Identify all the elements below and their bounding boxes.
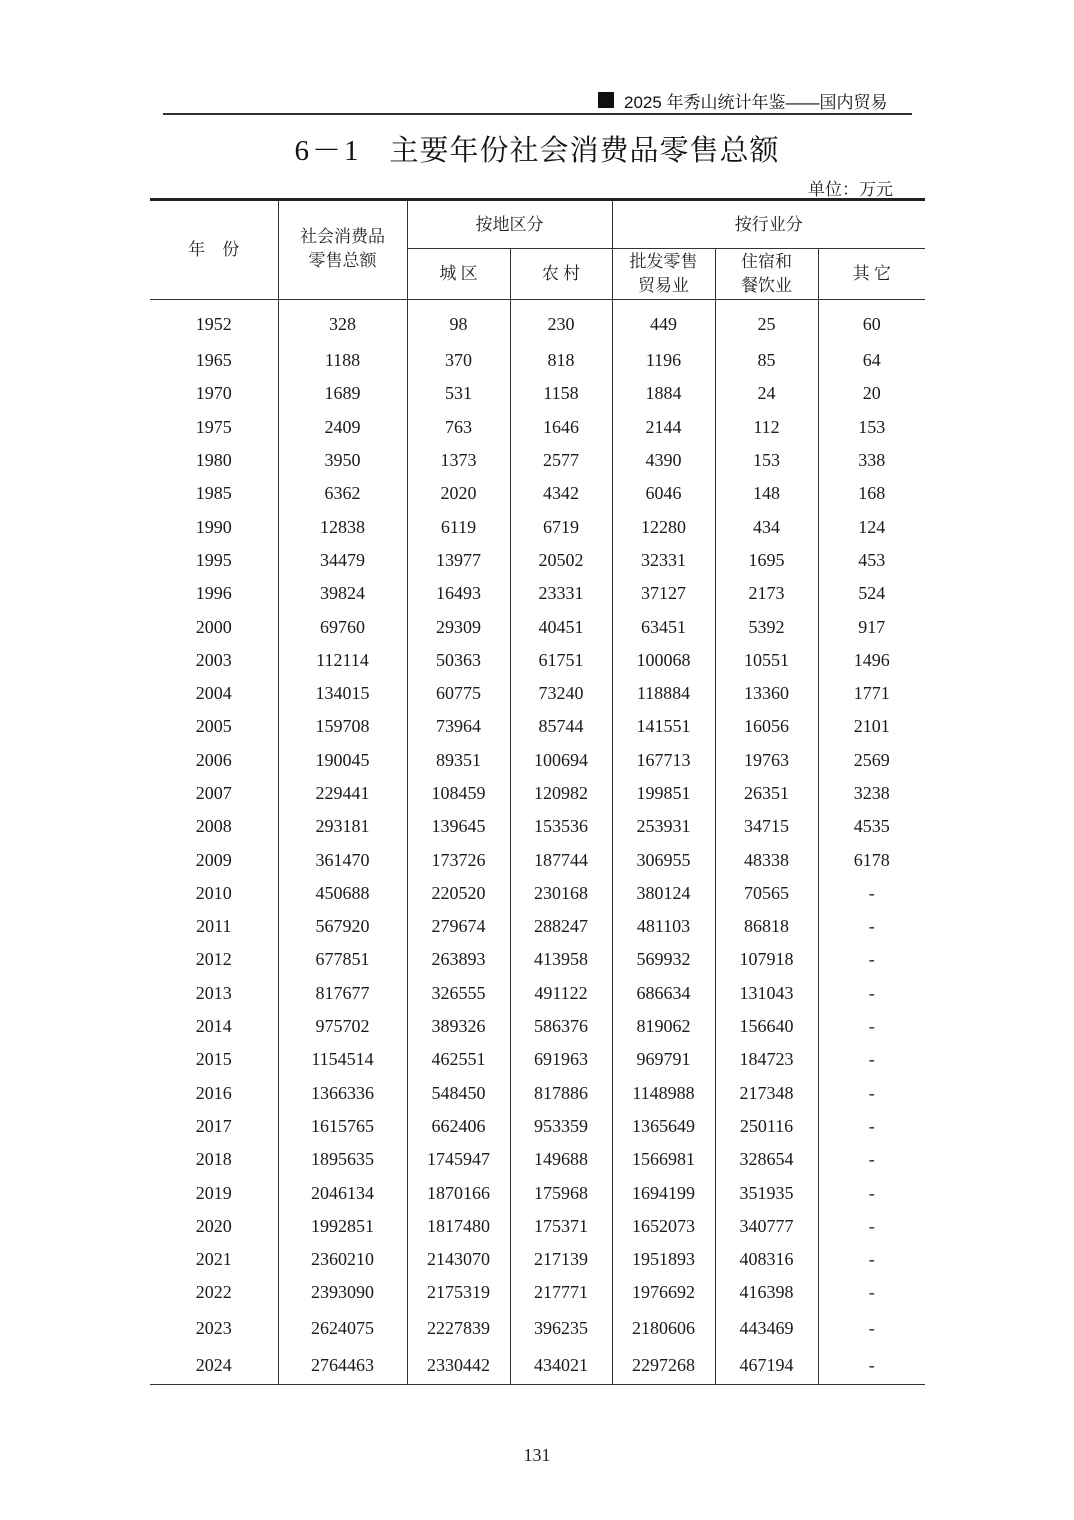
cell-wholesale-retail: 6046: [612, 477, 715, 510]
cell-total: 1895635: [278, 1143, 407, 1176]
table-row: [150, 910, 925, 943]
table-row: [150, 843, 925, 876]
cell-wholesale-retail: 1652073: [612, 1210, 715, 1243]
cell-year: 2012: [195, 949, 232, 970]
header-year: 年 份: [150, 200, 278, 300]
table-row: [150, 977, 925, 1010]
cell-rural: 818: [510, 344, 612, 377]
cell-accommodation-catering: 1695: [715, 544, 818, 577]
cell-accommodation-catering: 328654: [715, 1143, 818, 1176]
cell-other: -: [818, 1243, 925, 1276]
cell-accommodation-catering: 86818: [715, 910, 818, 943]
cell-year: 2005: [195, 716, 232, 737]
cell-total: 567920: [278, 910, 407, 943]
cell-wholesale-retail: 100068: [612, 644, 715, 677]
cell-urban: 531: [407, 377, 510, 410]
cell-total: 2409: [278, 411, 407, 444]
cell-rural: 1646: [510, 411, 612, 444]
cell-year: 2021: [195, 1249, 232, 1270]
cell-total: 450688: [278, 877, 407, 910]
cell-wholesale-retail: 1148988: [612, 1077, 715, 1110]
cell-total: 1615765: [278, 1110, 407, 1143]
header-total-line1: 社会消费品: [300, 227, 385, 246]
cell-rural: 73240: [510, 677, 612, 710]
cell-rural: 217771: [510, 1276, 612, 1309]
cell-urban: 370: [407, 344, 510, 377]
cell-year: 1985: [195, 483, 232, 504]
cell-year: 1952: [195, 314, 232, 334]
cell-wholesale-retail: 1365649: [612, 1110, 715, 1143]
cell-other: -: [818, 1110, 925, 1143]
table-row: [150, 1077, 925, 1110]
cell-total: 1689: [278, 377, 407, 410]
cell-other: -: [818, 1010, 925, 1043]
cell-accommodation-catering: 34715: [715, 810, 818, 843]
cell-wholesale-retail: 969791: [612, 1043, 715, 1076]
header-catering: [715, 249, 818, 300]
cell-year: 2019: [195, 1182, 232, 1203]
cell-year: 2017: [195, 1115, 232, 1136]
cell-urban: 89351: [407, 744, 510, 777]
cell-other: 2569: [818, 744, 925, 777]
cell-urban: 462551: [407, 1043, 510, 1076]
header-wholesale-line2: 贸易业: [638, 276, 689, 295]
cell-urban: 2020: [407, 477, 510, 510]
cell-rural: 23331: [510, 577, 612, 610]
table-row: [150, 1110, 925, 1143]
table-row: [150, 1043, 925, 1076]
cell-year: 2007: [195, 783, 232, 803]
cell-accommodation-catering: 408316: [715, 1243, 818, 1276]
cell-year: 2010: [195, 882, 232, 903]
cell-rural: 187744: [510, 843, 612, 876]
cell-rural: 1158: [510, 377, 612, 410]
cell-year: 2022: [195, 1282, 232, 1303]
cell-wholesale-retail: 449: [612, 300, 715, 345]
cell-accommodation-catering: 48338: [715, 843, 818, 876]
cell-other: 64: [818, 344, 925, 377]
cell-rural: 120982: [510, 777, 612, 810]
cell-accommodation-catering: 340777: [715, 1210, 818, 1243]
unit-label: 单位：万元: [808, 180, 893, 199]
cell-other: 1496: [818, 644, 925, 677]
cell-urban: 220520: [407, 877, 510, 910]
cell-total: 293181: [278, 810, 407, 843]
cell-total: 1992851: [278, 1210, 407, 1243]
table-row: [150, 1143, 925, 1176]
table-row: [150, 1310, 925, 1347]
cell-year: 1975: [195, 416, 232, 437]
table-row: [150, 877, 925, 910]
cell-urban: 73964: [407, 710, 510, 743]
cell-rural: 288247: [510, 910, 612, 943]
cell-wholesale-retail: 481103: [612, 910, 715, 943]
cell-total: 817677: [278, 977, 407, 1010]
cell-total: 3950: [278, 444, 407, 477]
cell-urban: 1817480: [407, 1210, 510, 1243]
cell-wholesale-retail: 2180606: [612, 1310, 715, 1347]
cell-other: 1771: [818, 677, 925, 710]
header-catering-line1: 住宿和: [741, 252, 792, 271]
table-row: [150, 644, 925, 677]
running-header: [598, 88, 888, 112]
header-other: 其 它: [818, 249, 925, 300]
cell-other: -: [818, 1043, 925, 1076]
cell-other: 60: [818, 300, 925, 345]
cell-total: 112114: [278, 644, 407, 677]
cell-total: 34479: [278, 544, 407, 577]
header-total-line2: 零售总额: [308, 251, 377, 270]
cell-other: 453: [818, 544, 925, 577]
cell-other: 3238: [818, 777, 925, 810]
cell-rural: 691963: [510, 1043, 612, 1076]
cell-rural: 396235: [510, 1310, 612, 1347]
cell-urban: 29309: [407, 610, 510, 643]
cell-wholesale-retail: 306955: [612, 843, 715, 876]
cell-wholesale-retail: 1976692: [612, 1276, 715, 1309]
cell-rural: 230: [510, 300, 612, 345]
cell-rural: 153536: [510, 810, 612, 843]
table-row: [150, 1210, 925, 1243]
cell-rural: 175968: [510, 1176, 612, 1209]
cell-urban: 13977: [407, 544, 510, 577]
header-wholesale-line1: 批发零售: [629, 252, 698, 271]
cell-wholesale-retail: 1566981: [612, 1143, 715, 1176]
cell-wholesale-retail: 1694199: [612, 1176, 715, 1209]
cell-total: 361470: [278, 843, 407, 876]
cell-year: 2024: [150, 1347, 278, 1385]
cell-other: -: [818, 1176, 925, 1209]
cell-urban: 263893: [407, 943, 510, 976]
cell-rural: 434021: [510, 1347, 612, 1385]
cell-accommodation-catering: 25: [715, 300, 818, 345]
cell-rural: 149688: [510, 1143, 612, 1176]
cell-urban: 1373: [407, 444, 510, 477]
cell-total: 12838: [278, 510, 407, 543]
cell-accommodation-catering: 70565: [715, 877, 818, 910]
cell-wholesale-retail: 1951893: [612, 1243, 715, 1276]
cell-accommodation-catering: 148: [715, 477, 818, 510]
table-row: [150, 1276, 925, 1309]
cell-accommodation-catering: 26351: [715, 777, 818, 810]
cell-wholesale-retail: 819062: [612, 1010, 715, 1043]
cell-total: 2764463: [278, 1347, 407, 1385]
cell-urban: 763: [407, 411, 510, 444]
cell-other: 917: [818, 610, 925, 643]
retail-sales-table: [150, 198, 925, 1385]
cell-year: 2006: [195, 749, 232, 770]
cell-total: 159708: [278, 710, 407, 743]
table-row: [150, 510, 925, 543]
cell-year: 2020: [195, 1215, 232, 1236]
cell-urban: 2227839: [407, 1310, 510, 1347]
cell-wholesale-retail: 569932: [612, 943, 715, 976]
cell-other: -: [818, 877, 925, 910]
cell-urban: 1870166: [407, 1176, 510, 1209]
cell-rural: 6719: [510, 510, 612, 543]
cell-year: 1965: [195, 350, 232, 371]
table-row: [150, 300, 925, 345]
cell-year: 1970: [195, 383, 232, 404]
table-row: [150, 577, 925, 610]
cell-wholesale-retail: 167713: [612, 744, 715, 777]
cell-other: -: [818, 1077, 925, 1110]
cell-other: 20: [818, 377, 925, 410]
page-number: 131: [523, 1445, 551, 1465]
cell-wholesale-retail: 2144: [612, 411, 715, 444]
cell-total: 328: [278, 300, 407, 345]
cell-rural: 817886: [510, 1077, 612, 1110]
cell-wholesale-retail: 1884: [612, 377, 715, 410]
table-row: [150, 1176, 925, 1209]
cell-year: 2014: [195, 1016, 232, 1037]
cell-accommodation-catering: 434: [715, 510, 818, 543]
header-catering-line2: 餐饮业: [741, 276, 792, 295]
cell-wholesale-retail: 4390: [612, 444, 715, 477]
header-by-industry: 按行业分: [612, 200, 925, 249]
cell-other: 4535: [818, 810, 925, 843]
cell-urban: 173726: [407, 843, 510, 876]
table-row: [150, 810, 925, 843]
cell-rural: 61751: [510, 644, 612, 677]
cell-accommodation-catering: 217348: [715, 1077, 818, 1110]
cell-urban: 16493: [407, 577, 510, 610]
table-row: [150, 710, 925, 743]
cell-rural: 4342: [510, 477, 612, 510]
cell-year: 2004: [195, 683, 232, 704]
cell-accommodation-catering: 13360: [715, 677, 818, 710]
cell-urban: 108459: [407, 777, 510, 810]
cell-wholesale-retail: 380124: [612, 877, 715, 910]
table-row: [150, 1010, 925, 1043]
cell-year: 1990: [195, 516, 232, 537]
cell-accommodation-catering: 16056: [715, 710, 818, 743]
cell-other: -: [818, 1143, 925, 1176]
table-row: [150, 477, 925, 510]
header-rule: [163, 113, 912, 115]
cell-accommodation-catering: 156640: [715, 1010, 818, 1043]
cell-rural: 230168: [510, 877, 612, 910]
cell-rural: 20502: [510, 544, 612, 577]
cell-wholesale-retail: 199851: [612, 777, 715, 810]
cell-other: -: [818, 943, 925, 976]
cell-total: 1366336: [278, 1077, 407, 1110]
header-total: [278, 200, 407, 300]
cell-wholesale-retail: 686634: [612, 977, 715, 1010]
cell-year: 1980: [195, 450, 232, 471]
cell-other: 6178: [818, 843, 925, 876]
cell-year: 2003: [195, 649, 232, 670]
cell-accommodation-catering: 2173: [715, 577, 818, 610]
cell-accommodation-catering: 85: [715, 344, 818, 377]
cell-total: 1154514: [278, 1043, 407, 1076]
table-number: 6－1: [294, 135, 362, 167]
cell-year: 2011: [196, 916, 232, 937]
cell-year: 2018: [195, 1149, 232, 1170]
table-row: [150, 344, 925, 377]
cell-rural: 100694: [510, 744, 612, 777]
cell-accommodation-catering: 131043: [715, 977, 818, 1010]
cell-urban: 1745947: [407, 1143, 510, 1176]
cell-accommodation-catering: 5392: [715, 610, 818, 643]
cell-urban: 98: [407, 300, 510, 345]
cell-total: 229441: [278, 777, 407, 810]
cell-accommodation-catering: 24: [715, 377, 818, 410]
cell-wholesale-retail: 12280: [612, 510, 715, 543]
table-row: [150, 943, 925, 976]
running-header-text: 2025 年秀山统计年鉴——国内贸易: [624, 92, 888, 112]
cell-wholesale-retail: 141551: [612, 710, 715, 743]
cell-other: 153: [818, 411, 925, 444]
header-wholesale: [612, 249, 715, 300]
black-square-icon: [598, 92, 614, 108]
cell-accommodation-catering: 467194: [715, 1347, 818, 1385]
cell-year: 1995: [195, 549, 232, 570]
cell-urban: 279674: [407, 910, 510, 943]
cell-rural: 586376: [510, 1010, 612, 1043]
cell-urban: 2143070: [407, 1243, 510, 1276]
cell-other: 124: [818, 510, 925, 543]
cell-other: -: [818, 910, 925, 943]
cell-year: 2008: [195, 816, 232, 837]
cell-year: 2009: [195, 849, 232, 870]
cell-other: 524: [818, 577, 925, 610]
header-rural: 农 村: [510, 249, 612, 300]
cell-urban: 50363: [407, 644, 510, 677]
cell-rural: 85744: [510, 710, 612, 743]
cell-accommodation-catering: 443469: [715, 1310, 818, 1347]
cell-other: -: [818, 1210, 925, 1243]
table-row: [150, 377, 925, 410]
cell-year: 2016: [195, 1082, 232, 1103]
page-title: [0, 128, 1074, 169]
cell-accommodation-catering: 351935: [715, 1176, 818, 1209]
header-by-region: 按地区分: [407, 200, 612, 249]
cell-accommodation-catering: 112: [715, 411, 818, 444]
table-title: 主要年份社会消费品零售总额: [389, 133, 780, 167]
cell-wholesale-retail: 253931: [612, 810, 715, 843]
table-row: [150, 544, 925, 577]
cell-wholesale-retail: 32331: [612, 544, 715, 577]
cell-accommodation-catering: 250116: [715, 1110, 818, 1143]
cell-wholesale-retail: 1196: [612, 344, 715, 377]
cell-rural: 2577: [510, 444, 612, 477]
cell-total: 134015: [278, 677, 407, 710]
cell-urban: 389326: [407, 1010, 510, 1043]
cell-other: 2101: [818, 710, 925, 743]
cell-urban: 2330442: [407, 1347, 510, 1385]
cell-rural: 175371: [510, 1210, 612, 1243]
cell-urban: 2175319: [407, 1276, 510, 1309]
cell-urban: 662406: [407, 1110, 510, 1143]
cell-year: 2000: [195, 616, 232, 637]
cell-total: 975702: [278, 1010, 407, 1043]
cell-total: 1188: [278, 344, 407, 377]
table-row: [150, 1347, 925, 1385]
table-row: [150, 444, 925, 477]
cell-total: 2046134: [278, 1176, 407, 1209]
cell-accommodation-catering: 416398: [715, 1276, 818, 1309]
cell-total: 190045: [278, 744, 407, 777]
cell-rural: 953359: [510, 1110, 612, 1143]
table-row: [150, 411, 925, 444]
cell-wholesale-retail: 37127: [612, 577, 715, 610]
cell-rural: 217139: [510, 1243, 612, 1276]
cell-rural: 491122: [510, 977, 612, 1010]
cell-total: 39824: [278, 577, 407, 610]
table-row: [150, 610, 925, 643]
table-row: [150, 1243, 925, 1276]
cell-urban: 548450: [407, 1077, 510, 1110]
table-row: [150, 677, 925, 710]
cell-rural: 413958: [510, 943, 612, 976]
cell-year: 1996: [195, 583, 232, 604]
cell-wholesale-retail: 2297268: [612, 1347, 715, 1385]
cell-wholesale-retail: 63451: [612, 610, 715, 643]
cell-other: -: [818, 977, 925, 1010]
header-urban: 城 区: [407, 249, 510, 300]
cell-year: 2013: [195, 982, 232, 1003]
cell-other: 338: [818, 444, 925, 477]
cell-total: 677851: [278, 943, 407, 976]
cell-accommodation-catering: 10551: [715, 644, 818, 677]
cell-other: -: [818, 1310, 925, 1347]
cell-urban: 139645: [407, 810, 510, 843]
cell-total: 69760: [278, 610, 407, 643]
table-row: [150, 744, 925, 777]
cell-accommodation-catering: 19763: [715, 744, 818, 777]
cell-total: 2360210: [278, 1243, 407, 1276]
cell-wholesale-retail: 118884: [612, 677, 715, 710]
cell-other: 168: [818, 477, 925, 510]
cell-total: 2624075: [278, 1310, 407, 1347]
cell-accommodation-catering: 153: [715, 444, 818, 477]
cell-other: -: [818, 1347, 925, 1385]
cell-year: 2023: [195, 1317, 232, 1338]
cell-urban: 60775: [407, 677, 510, 710]
cell-total: 6362: [278, 477, 407, 510]
cell-accommodation-catering: 184723: [715, 1043, 818, 1076]
cell-urban: 326555: [407, 977, 510, 1010]
table-body: [150, 300, 925, 1385]
cell-accommodation-catering: 107918: [715, 943, 818, 976]
cell-rural: 40451: [510, 610, 612, 643]
cell-year: 2015: [195, 1049, 232, 1070]
table-row: [150, 777, 925, 810]
cell-total: 2393090: [278, 1276, 407, 1309]
cell-other: -: [818, 1276, 925, 1309]
cell-urban: 6119: [407, 510, 510, 543]
